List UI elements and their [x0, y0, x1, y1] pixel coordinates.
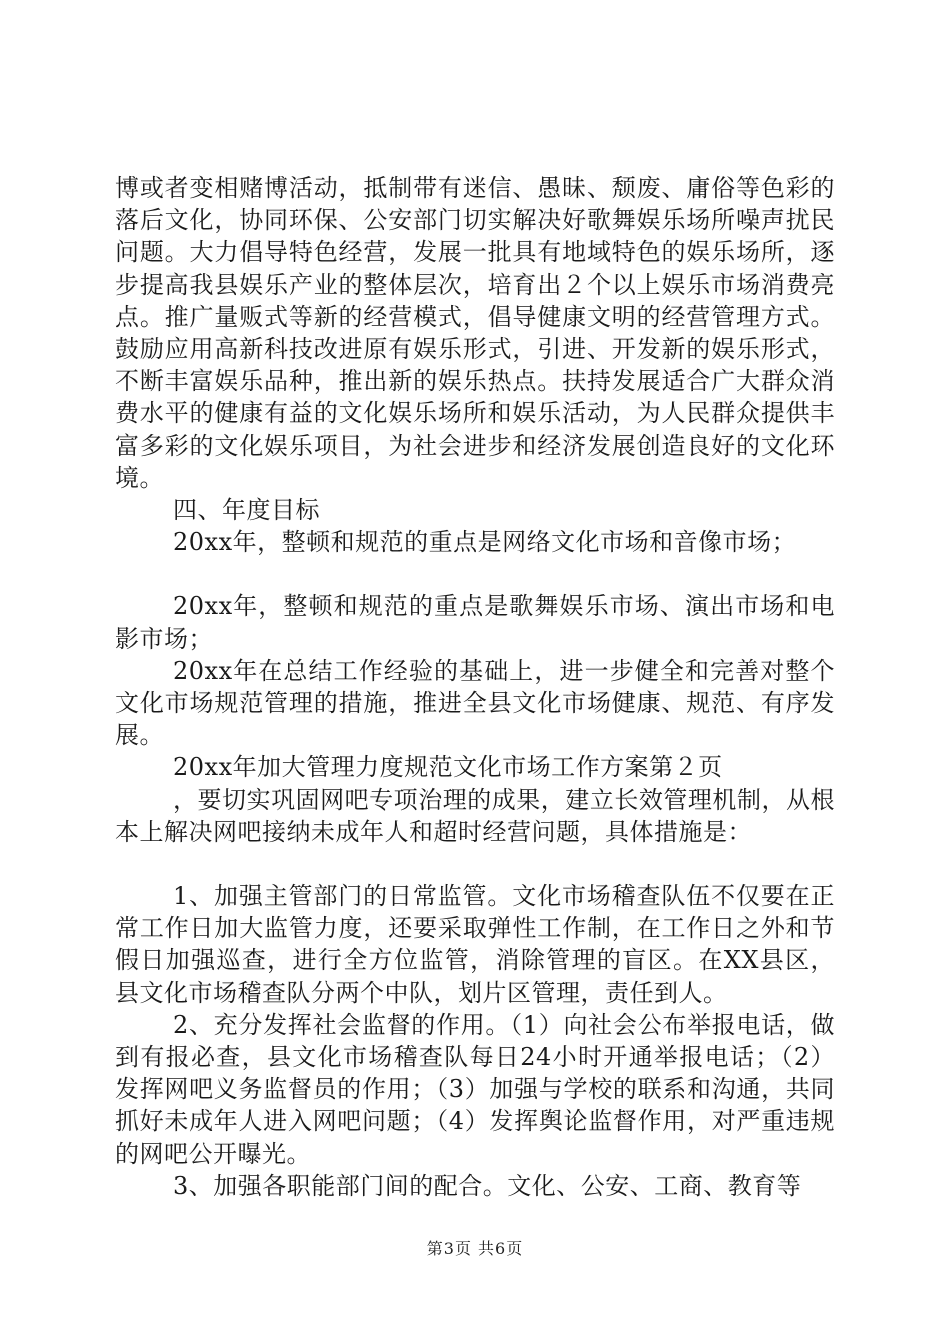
- paragraph-document-title-line: 20xx年加大管理力度规范文化市场工作方案第２页: [173, 753, 723, 782]
- paragraph-goal-year-1: 20xx年，整顿和规范的重点是网络文化市场和音像市场；: [173, 528, 797, 557]
- section-heading-annual-goals: 四、年度目标: [173, 496, 320, 525]
- paragraph-measure-2: 2、充分发挥社会监督的作用。（1）向社会公布举报电话，做到有报必查，县文化市场稽查队每日24小时开通举报电话；（2）发挥网吧义务监督员的作用；（3）加强与学校的联系和沟通，共同抓好未成年人进入网吧问题；（4）发挥舆论监督作用，对严重违规的网吧公开曝光。: [115, 1010, 835, 1168]
- paragraph-entertainment-management: 博或者变相赌博活动，抵制带有迷信、愚昧、颓废、庸俗等色彩的落后文化，协同环保、公安部门切实解决好歌舞娱乐场所噪声扰民问题。大力倡导特色经营，发展一批具有地域特色的娱乐场所，逐步提高我县娱乐产业的整体层次，培育出２个以上娱乐市场消费亮点。推广量贩式等新的经营模式，倡导健康文明的经营管理方式。鼓励应用高新科技改进原有娱乐形式，引进、开发新的娱乐形式，不断丰富娱乐品种，推出新的娱乐热点。扶持发展适合广大群众消费水平的健康有益的文化娱乐场所和娱乐活动，为人民群众提供丰富多彩的文化娱乐项目，为社会进步和经济发展创造良好的文化环境。: [115, 174, 835, 492]
- blank-line: [115, 558, 835, 590]
- paragraph-goal-year-3: 20xx年在总结工作经验的基础上，进一步健全和完善对整个文化市场规范管理的措施，推进全县文化市场健康、规范、有序发展。: [115, 656, 835, 750]
- page-number-footer: 第3页 共6页: [426, 1239, 524, 1258]
- paragraph-measure-3: 3、加强各职能部门间的配合。文化、公安、工商、教育等: [173, 1171, 802, 1200]
- document-body: [115, 172, 835, 1202]
- paragraph-internet-cafe-intro: ，要切实巩固网吧专项治理的成果，建立长效管理机制，从根本上解决网吧接纳未成年人和超时经营问题，具体措施是：: [115, 785, 835, 846]
- paragraph-measure-1: 1、加强主管部门的日常监管。文化市场稽查队伍不仅要在正常工作日加大监管力度，还要采取弹性工作制，在工作日之外和节假日加强巡查，进行全方位监管，消除管理的盲区。在XX县区，县文化市场稽查队分两个中队，划片区管理，责任到人。: [115, 882, 835, 1007]
- blank-line: [115, 848, 835, 880]
- paragraph-goal-year-2: 20xx年，整顿和规范的重点是歌舞娱乐市场、演出市场和电影市场；: [115, 592, 835, 653]
